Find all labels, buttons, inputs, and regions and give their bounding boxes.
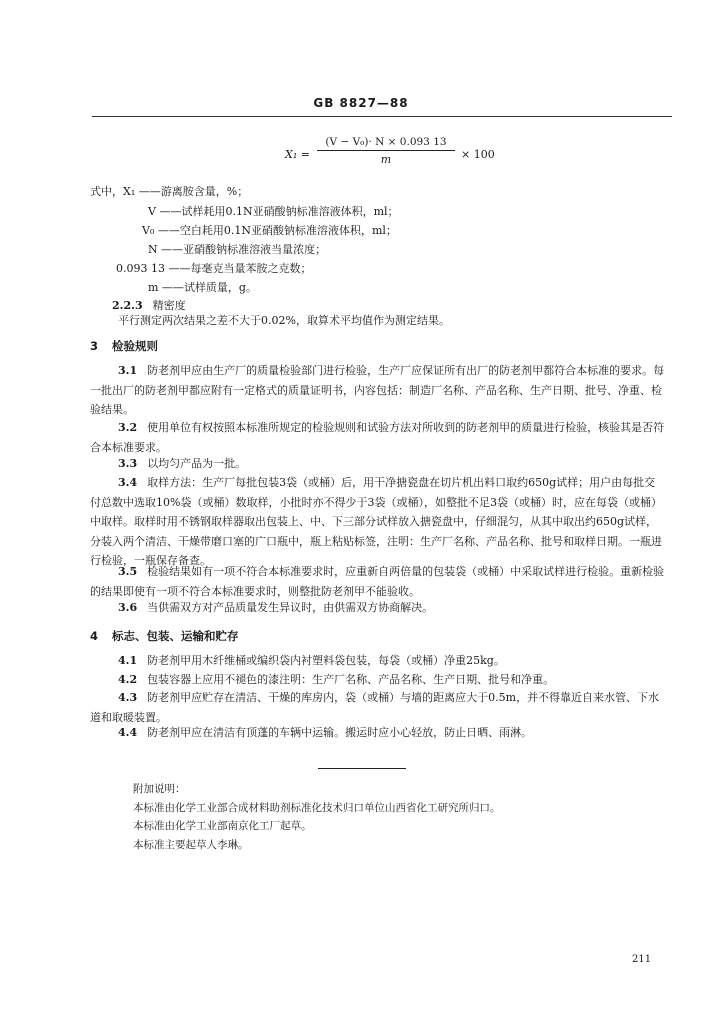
legend-symbol: V₀ —— (142, 224, 180, 237)
clause-paragraph (90, 418, 666, 457)
clause-paragraph (90, 688, 666, 727)
section-heading (90, 338, 158, 354)
notes-heading: 附加说明： (133, 783, 186, 795)
clause-paragraph (90, 361, 666, 420)
clause-number: 4.3 (118, 691, 138, 704)
legend-row (148, 203, 399, 219)
clause-number: 3.5 (118, 565, 138, 578)
fraction-bar (317, 150, 455, 151)
legend-desc: 空白耗用0.1N亚硝酸钠标准溶液体积，ml； (179, 224, 397, 237)
clause-text: 检验结果如有一项不符合本标准要求时，应重新自两倍量的包装袋（或桶）中采取试样进行检验。重新检验的结果即使有一项不符合本标准要求时，则整批防老剂甲不能验收。 (90, 565, 665, 598)
legend-symbol: 0.093 13 —— (116, 262, 191, 275)
page-number: 211 (632, 954, 652, 965)
clause-paragraph (90, 723, 666, 743)
legend-row (148, 241, 326, 257)
section-title: 检验规则 (112, 339, 159, 353)
closing-rule (318, 768, 406, 769)
legend-row (90, 183, 248, 199)
clause-paragraph (90, 473, 666, 571)
clause-number: 4.1 (118, 654, 138, 667)
clause-number: 3.2 (118, 421, 138, 434)
clause-text: 当供需双方对产品质量发生异议时，由供需双方协商解决。 (147, 601, 434, 614)
clause-number: 4.2 (118, 673, 138, 686)
subsection-title: 精密度 (152, 299, 186, 312)
clause-number: 4.4 (118, 726, 138, 739)
section-heading (90, 628, 239, 644)
legend-symbol: 式中，X₁ —— (90, 185, 161, 198)
clause-number: 3.3 (118, 457, 138, 470)
formula-free-amine (285, 136, 525, 176)
clause-paragraph (90, 562, 666, 601)
clause-text: 防老剂甲应贮存在清洁、干燥的库房内，袋（或桶）与墙的距离应大于0.5m，并不得靠近自来水管、下水道和取暖装置。 (90, 691, 660, 724)
formula-numerator: (V − V₀)· N × 0.093 13 (325, 136, 447, 148)
formula-fraction (317, 136, 455, 166)
clause-number: 3.1 (118, 364, 138, 377)
note-line: 本标准由化学工业部合成材料助剂标准化技术归口单位山西省化工研究所归口。 (133, 802, 501, 814)
clause-paragraph (90, 598, 666, 618)
clause-text: 取样方法：生产厂每批包装3袋（或桶）后，用干净搪瓷盘在切片机出料口取约650g试样；用户由每批交付总数中选取10%袋（或桶）数取样，小批时亦不得少于3袋（或桶），如整批不足3袋（或桶）时，应在每袋（或桶）中取样。取样时用不锈钢取样器取出包装上、中、下三部分试样放入搪瓷盘中，仔细混匀，从其中取出约650g试样，分装入两个清洁、干燥带磨口塞的广口瓶中，瓶上粘贴标签，注明：生产厂名称、产品名称、批号和取样日期。一瓶进行检验，一瓶保存备查。 (90, 476, 662, 567)
formula-lhs: X₁ = (285, 148, 310, 161)
legend-desc: 游离胺含量，%； (160, 185, 249, 198)
legend-desc: 试样质量，g。 (183, 281, 257, 294)
subsection-number: 2.2.3 (112, 299, 143, 312)
standard-number-header: GB 8827—88 (313, 96, 409, 110)
section-title: 标志、包装、运输和贮存 (112, 629, 239, 643)
header-rule (92, 116, 672, 117)
clause-text: 防老剂甲应由生产厂的质量检验部门进行检验，生产厂应保证所有出厂的防老剂甲都符合本标准的要求。每一批出厂的防老剂甲都应附有一定格式的质量证明书，内容包括：制造厂名称、产品名称、生产日期、批号、净重、检验结果。 (90, 364, 665, 416)
section-number: 3 (90, 339, 99, 353)
clause-paragraph (90, 670, 666, 690)
clause-text: 使用单位有权按照本标准所规定的检验规则和试验方法对所收到的防老剂甲的质量进行检验，核验其是否符合本标准要求。 (90, 421, 665, 454)
precision-paragraph (90, 311, 666, 331)
legend-desc: 每毫克当量苯胺之克数； (190, 262, 312, 275)
legend-desc: 试样耗用0.1N亚硝酸钠标准溶液体积，ml； (181, 205, 399, 218)
legend-desc: 亚硝酸钠标准溶液当量浓度； (183, 243, 327, 256)
formula-multiplier: × 100 (461, 148, 495, 161)
clause-text: 防老剂甲用木纤维桶或编织袋内衬塑料袋包装，每袋（或桶）净重25kg。 (147, 654, 505, 667)
clause-paragraph (90, 454, 666, 474)
legend-symbol: m —— (148, 281, 184, 294)
clause-text: 防老剂甲应在清洁有顶蓬的车辆中运输。搬运时应小心轻放，防止日晒、雨淋。 (147, 726, 533, 739)
legend-row (142, 222, 397, 238)
legend-symbol: V —— (148, 205, 182, 218)
note-line: 本标准主要起草人李琳。 (133, 839, 249, 851)
section-number: 4 (90, 629, 99, 643)
clause-text: 以均匀产品为一批。 (147, 457, 247, 470)
clause-number: 3.6 (118, 601, 138, 614)
legend-row (148, 279, 257, 295)
clause-text: 包装容器上应用不褪色的漆注明：生产厂名称、产品名称、生产日期、批号和净重。 (147, 673, 555, 686)
legend-row (116, 260, 311, 276)
clause-number: 3.4 (118, 476, 138, 489)
clause-paragraph (90, 651, 666, 671)
formula-denominator: m (380, 153, 392, 166)
precision-text: 平行测定两次结果之差不大于0.02%，取算术平均值作为测定结果。 (118, 314, 450, 327)
note-line: 本标准由化学工业部南京化工厂起草。 (133, 820, 312, 832)
legend-symbol: N —— (148, 243, 184, 256)
